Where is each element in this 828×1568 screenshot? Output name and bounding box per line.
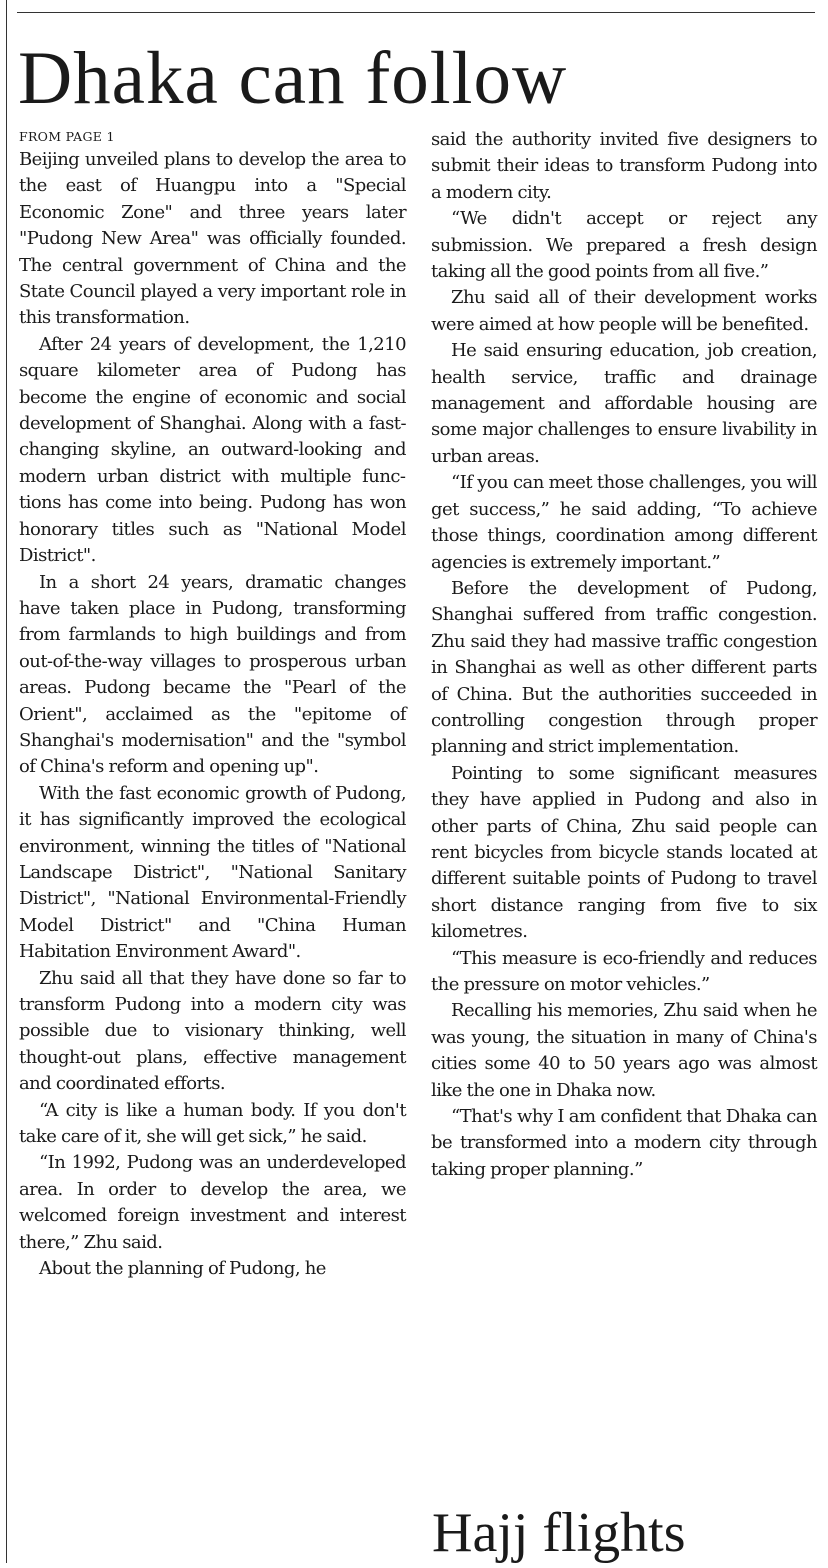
- paragraph: Pointing to some significant measures they have applied in Pudong and also in other parts of China, Zhu said people can rent bicycles from bicycle stands located at different suitable points of Pudong to travel short distance ranging from five to six kilometres.: [431, 762, 817, 943]
- article-left-column: [19, 127, 406, 1282]
- continued-from-label: FROM PAGE 1: [19, 129, 115, 144]
- paragraph: “That's why I am confident that Dhaka can be transformed into a modern city through taking proper planning.”: [431, 1106, 817, 1180]
- paragraph: About the planning of Pudong, he: [39, 1258, 326, 1280]
- paragraph: “This measure is eco-friendly and reduces the pressure on motor vehicles.”: [431, 947, 817, 995]
- paragraph: “In 1992, Pudong was an underdeveloped area. In order to develop the area, we welcomed foreign investment and interest there,” Zhu said.: [19, 1152, 406, 1253]
- page-left-rule: [6, 0, 7, 1563]
- paragraph: After 24 years of development, the 1,210 square kilometer area of Pudong has become the engine of economic and social development of Shanghai. Along with a fast-changing skyline, an outward-looking and modern urban district with multiple functions has come into being. Pudong has won honorary titles such as "National Model District".: [19, 333, 406, 567]
- paragraph: With the fast economic growth of Pudong, it has significantly improved the ecological environment, winning the titles of "National Landscape District", "National Sanitary District", "National Environmental-Friendly Model District" and "China Human Habitation Environment Award".: [19, 782, 406, 963]
- paragraph: Zhu said all that they have done so far to transform Pudong into a modern city was possible due to visionary thinking, well thought-out plans, effective management and coordinated efforts.: [19, 967, 406, 1095]
- paragraph: In a short 24 years, dramatic changes have taken place in Pudong, transforming from farmlands to high buildings and from out-of-the-way villages to prosperous urban areas. Pudong became the "Pearl of the Orient", acclaimed as the "epitome of Shanghai's modernisation" and the "symbol of China's reform and opening up".: [19, 571, 406, 778]
- paragraph: He said ensuring education, job creation, health service, traffic and drainage management and affordable housing are some major challenges to ensure livability in urban areas.: [431, 340, 817, 467]
- paragraph: “We didn't accept or reject any submission. We prepared a fresh design taking all the good points from all five.”: [431, 208, 817, 283]
- paragraph: Zhu said all of their development works were aimed at how people will be benefited.: [431, 287, 817, 335]
- next-article-headline: Hajj flights: [432, 1502, 686, 1564]
- paragraph: said the authority invited five designers to submit their ideas to transform Pudong into a modern city.: [431, 129, 817, 203]
- paragraph: Recalling his memories, Zhu said when he was young, the situation in many of China's cities some 40 to 50 years ago was almost like the one in Dhaka now.: [431, 1000, 817, 1101]
- article-headline: Dhaka can follow: [18, 37, 568, 120]
- page-top-rule: [17, 12, 815, 13]
- paragraph: Before the development of Pudong, Shanghai suffered from traffic congestion. Zhu said they had massive traffic congestion in Shanghai as well as other different parts of China. But the authorities succeeded in controlling congestion through proper planning and strict implementation.: [431, 577, 817, 758]
- paragraph: “A city is like a human body. If you don't take care of it, she will get sick,” he said.: [19, 1099, 406, 1148]
- article-right-column: [431, 127, 817, 1183]
- paragraph: Beijing unveiled plans to develop the area to the east of Huangpu into a "Special Economic Zone" and three years later "Pudong New Area" was officially founded. The central government of China and the State Council played a very important role in this transformation.: [19, 149, 406, 329]
- paragraph: “If you can meet those challenges, you will get success,” he said adding, “To achieve those things, coordination among different agencies is extremely important.”: [431, 472, 817, 573]
